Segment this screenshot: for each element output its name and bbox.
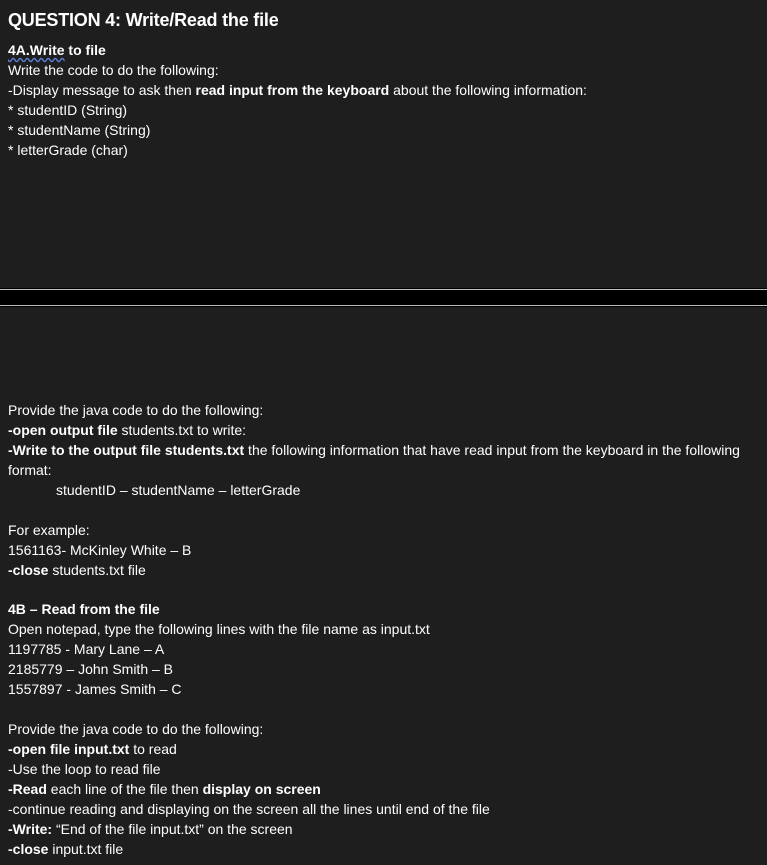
section-4a-heading <box>8 40 587 60</box>
section-4b <box>8 599 490 859</box>
section-4a-part2 <box>8 400 753 580</box>
open-input-step <box>8 739 490 759</box>
field-item: * studentID (String) <box>8 102 128 118</box>
read-bold: -Read <box>8 781 47 797</box>
open-output-step <box>8 420 753 440</box>
section-4a <box>8 40 587 160</box>
divider-bottom <box>0 305 767 306</box>
provide-intro-4b: Provide the java code to do the following: <box>8 721 264 737</box>
section-4b-heading: 4B – Read from the file <box>8 601 160 617</box>
close-input-step <box>8 839 490 859</box>
prompt-post: about the following information: <box>389 82 587 98</box>
example-label: For example: <box>8 522 90 538</box>
close-input-rest: input.txt file <box>48 841 124 857</box>
read-step <box>8 779 490 799</box>
write-end-bold: -Write: <box>8 821 53 837</box>
section-4a-heading-prefix: 4A.Write <box>8 42 65 58</box>
question-title: QUESTION 4: Write/Read the file <box>8 10 279 30</box>
provide-intro: Provide the java code to do the following: <box>8 402 264 418</box>
prompt-pre: -Display message to ask then <box>8 82 196 98</box>
divider-top <box>0 289 767 290</box>
input-line: 1197785 - Mary Lane – A <box>8 641 165 657</box>
field-item: * letterGrade (char) <box>8 142 128 158</box>
input-line: 2185779 – John Smith – B <box>8 661 174 677</box>
prompt-bold: read input from the keyboard <box>195 82 390 98</box>
section-4a-prompt <box>8 80 587 100</box>
section-4a-heading-suffix: to file <box>64 42 106 58</box>
loop-step: -Use the loop to read file <box>8 761 161 777</box>
close-output-rest: students.txt file <box>48 562 146 578</box>
close-output-step <box>8 560 753 580</box>
close-output-bold: -close <box>8 562 49 578</box>
close-input-bold: -close <box>8 841 49 857</box>
input-line: 1557897 - James Smith – C <box>8 681 182 697</box>
continue-step: -continue reading and displaying on the screen all the lines until end of the file <box>8 801 490 817</box>
open-input-bold: -open file input.txt <box>8 741 130 757</box>
write-end-step <box>8 819 490 839</box>
read-mid: each line of the file then <box>46 781 203 797</box>
read-bold-2: display on screen <box>202 781 321 797</box>
open-output-bold: -open output file <box>8 422 118 438</box>
write-output-step <box>8 440 753 480</box>
write-end-rest: “End of the file input.txt” on the screen <box>52 821 293 837</box>
notepad-instruction: Open notepad, type the following lines with the file name as input.txt <box>8 621 430 637</box>
write-output-bold: -Write to the output file students.txt <box>8 442 245 458</box>
format-line: studentID – studentName – letterGrade <box>56 482 301 498</box>
open-output-rest: students.txt to write: <box>117 422 247 438</box>
field-item: * studentName (String) <box>8 122 151 138</box>
write-output-rest: the following information that have read input from the keyboard in the following format: <box>8 442 740 478</box>
example-line: 1561163- McKinley White – B <box>8 542 192 558</box>
open-input-rest: to read <box>129 741 177 757</box>
section-4a-intro: Write the code to do the following: <box>8 62 219 78</box>
